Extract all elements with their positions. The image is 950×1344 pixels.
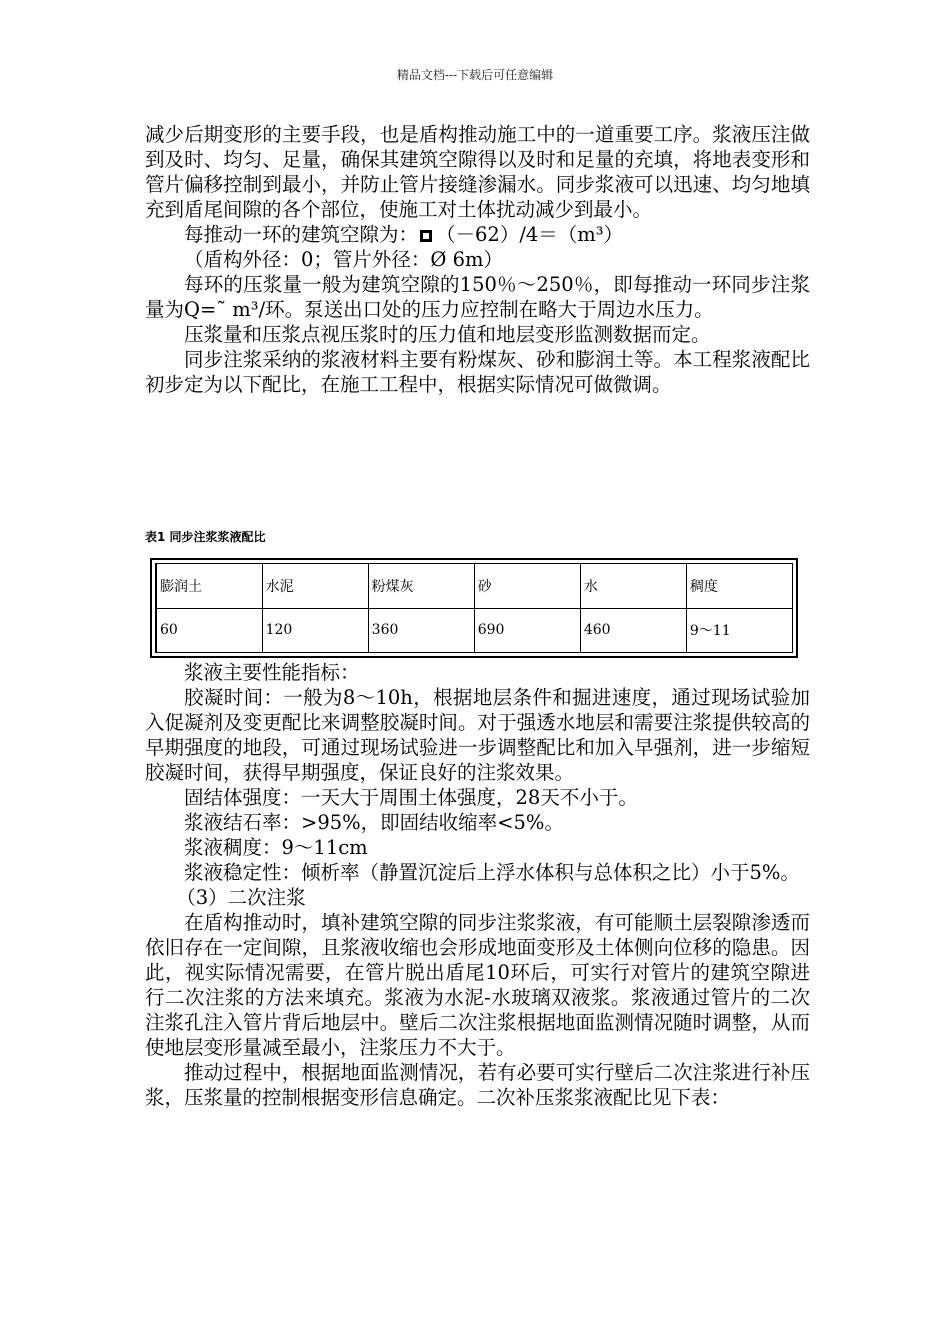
table-cell: 460 [580,608,686,653]
section-heading: （3）二次注浆 [176,886,306,909]
table-header-cell: 稠度 [686,564,792,609]
paragraph: 固结体强度：一天大于周围土体强度，28天不小于。 [184,786,638,809]
paragraph: 浆液稠度：9～11cm [184,836,368,859]
paragraph-formula [145,222,810,247]
table-cell: 9～11 [686,608,792,653]
table-cell: 360 [368,608,474,653]
paragraph: 减少后期变形的主要手段，也是盾构推动施工中的一道重要工序。浆液压注做到及时、均匀、足量，确保其建筑空隙得以及时和足量的充填，将地表变形和管片偏移控制到最小，并防止管片接缝渗漏水。同步浆液可以迅速、均匀地填充到盾尾间隙的各个部位，使施工对土体扰动减少到最小。 [145,123,810,221]
table-header-cell: 粉煤灰 [368,564,474,609]
table-cell: 120 [262,608,368,653]
body-text-top [145,122,810,397]
paragraph: 推动过程中，根据地面监测情况，若有必要可实行壁后二次注浆进行补压浆，压浆量的控制根据变形信息确定。二次补压浆浆液配比见下表： [145,1061,810,1109]
square-symbol-icon [420,230,432,242]
page-header: 精品文档---下载后可任意编辑 [396,68,554,82]
paragraph: （盾构外径：0；管片外径：Ø 6m） [184,248,503,271]
table-header-cell: 砂 [474,564,580,609]
paragraph: 每环的压浆量一般为建筑空隙的150％～250％，即每推动一环同步注浆量为Q=˜ m³/环。泵送出口处的压力应控制在略大于周边水压力。 [145,273,810,321]
table-row [156,608,793,653]
table-cell: 690 [474,608,580,653]
formula-suffix: （－62）/4＝（m³） [436,223,624,246]
table-header-cell: 膨润土 [156,564,262,609]
paragraph: 在盾构推动时，填补建筑空隙的同步注浆浆液，有可能顺土层裂隙渗透而依旧存在一定间隙，且浆液收缩也会形成地面变形及土体侧向位移的隐患。因此，视实际情况需要，在管片脱出盾尾10环后，可实行对管片的建筑空隙进行二次注浆的方法来填充。浆液为水泥-水玻璃双液浆。浆液通过管片的二次注浆孔注入管片背后地层中。壁后二次注浆根据地面监测情况随时调整，从而使地层变形量减至最小，注浆压力不大于。 [145,911,810,1059]
table-cell: 60 [156,608,262,653]
paragraph: 同步注浆采纳的浆液材料主要有粉煤灰、砂和膨润土等。本工程浆液配比初步定为以下配比，在施工工程中，根据实际情况可做微调。 [145,348,810,396]
paragraph: 胶凝时间：一般为8～10h，根据地层条件和掘进速度，通过现场试验加入促凝剂及变更配比来调整胶凝时间。对于强透水地层和需要注浆提供较高的早期强度的地段，可通过现场试验进一步调整配比和加入早强剂，进一步缩短胶凝时间，获得早期强度，保证良好的注浆效果。 [145,686,810,784]
table-header-cell: 水 [580,564,686,609]
body-text-bottom [145,660,810,1110]
mix-ratio-table [150,558,798,658]
paragraph: 压浆量和压浆点视压浆时的压力值和地层变形监测数据而定。 [184,323,711,346]
paragraph: 浆液结石率：>95%，即固结收缩率<5%。 [184,811,564,834]
table-header-cell: 水泥 [262,564,368,609]
paragraph: 浆液主要性能指标： [184,661,360,684]
paragraph: 浆液稳定性：倾析率（静置沉淀后上浮水体积与总体积之比）小于5%。 [184,861,800,884]
table-caption: 表1 同步注浆浆液配比 [145,530,266,544]
formula-prefix: 每推动一环的建筑空隙为： [184,223,419,246]
table-header-row [156,564,793,609]
